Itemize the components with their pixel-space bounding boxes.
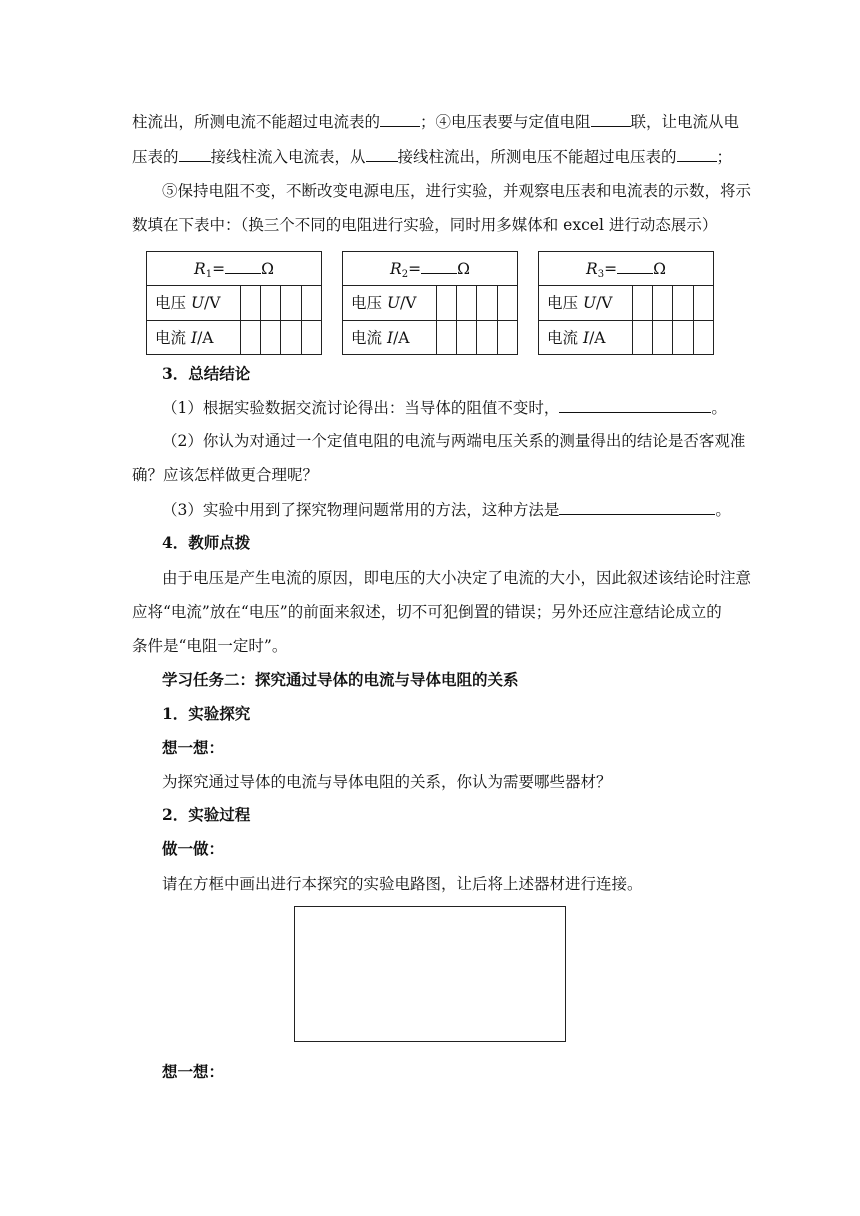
current-row: 电流 I/A	[547, 329, 606, 347]
data-table-r3	[538, 251, 714, 355]
table-header: $R_2= \Omega$	[343, 252, 517, 286]
voltage-row: 电压 U/V	[539, 286, 713, 321]
current-row: 电流 I/A	[155, 329, 214, 347]
section-heading: 3．总结结论	[162, 364, 251, 383]
answer-blank	[591, 111, 631, 127]
text-line: （1）根据实验数据交流讨论得出：当导体的阻值不变时， 。	[162, 399, 727, 417]
section-heading: 1．实验探究	[162, 704, 251, 723]
voltage-row: 电压 U/V	[343, 286, 517, 321]
text-line: （2）你认为对通过一个定值电阻的电流与两端电压关系的测量得出的结论是否客观准	[162, 432, 746, 450]
sub-heading: 做一做：	[162, 839, 225, 858]
text-line: 柱流出，所测电流不能超过电流表的 ；④电压表要与定值电阻 联，让电流从电	[132, 113, 740, 131]
text-line: 数填在下表中：（换三个不同的电阻进行实验，同时用多媒体和 excel 进行动态展示）	[132, 216, 718, 234]
answer-blank	[559, 499, 715, 515]
answer-blank	[677, 146, 717, 162]
text-line: ⑤保持电阻不变，不断改变电源电压，进行实验，并观察电压表和电流表的示数，将示	[162, 182, 752, 200]
section-heading: 4．教师点拨	[162, 533, 251, 552]
text-line: 压表的 接线柱流入电流表，从 接线柱流出，所测电压不能超过电压表的 ；	[132, 148, 733, 166]
answer-blank	[179, 146, 211, 162]
text-line: 为探究通过导体的电流与导体电阻的关系，你认为需要哪些器材？	[162, 773, 612, 791]
current-row: 电流 I/A	[351, 329, 410, 347]
answer-blank	[559, 397, 711, 413]
text-line: 由于电压是产生电流的原因，即电压的大小决定了电流的大小，因此叙述该结论时注意	[162, 569, 752, 587]
section-heading: 2．实验过程	[162, 805, 251, 824]
answer-blank	[380, 111, 420, 127]
table-header: $R_1= \Omega$	[147, 252, 321, 286]
text-line: 请在方框中画出进行本探究的实验电路图，让后将上述器材进行连接。	[162, 875, 643, 893]
table-header: $R_3= \Omega$	[539, 252, 713, 286]
data-table-r2	[342, 251, 518, 355]
text-line: 条件是“电阻一定时”。	[132, 637, 288, 655]
text-line: 应将“电流”放在“电压”的前面来叙述，切不可犯倒置的错误；另外还应注意结论成立的	[132, 603, 722, 621]
text-line: 确？应该怎样做更合理呢？	[132, 466, 319, 484]
voltage-row: 电压 U/V	[147, 286, 321, 321]
sub-heading: 想一想：	[162, 1062, 225, 1081]
sub-heading: 想一想：	[162, 738, 225, 757]
text-line: （3）实验中用到了探究物理问题常用的方法，这种方法是 。	[162, 501, 731, 519]
circuit-drawing-box[interactable]	[294, 906, 566, 1042]
answer-blank	[366, 146, 398, 162]
task-heading: 学习任务二：探究通过导体的电流与导体电阻的关系	[162, 670, 519, 689]
data-table-r1	[146, 251, 322, 355]
